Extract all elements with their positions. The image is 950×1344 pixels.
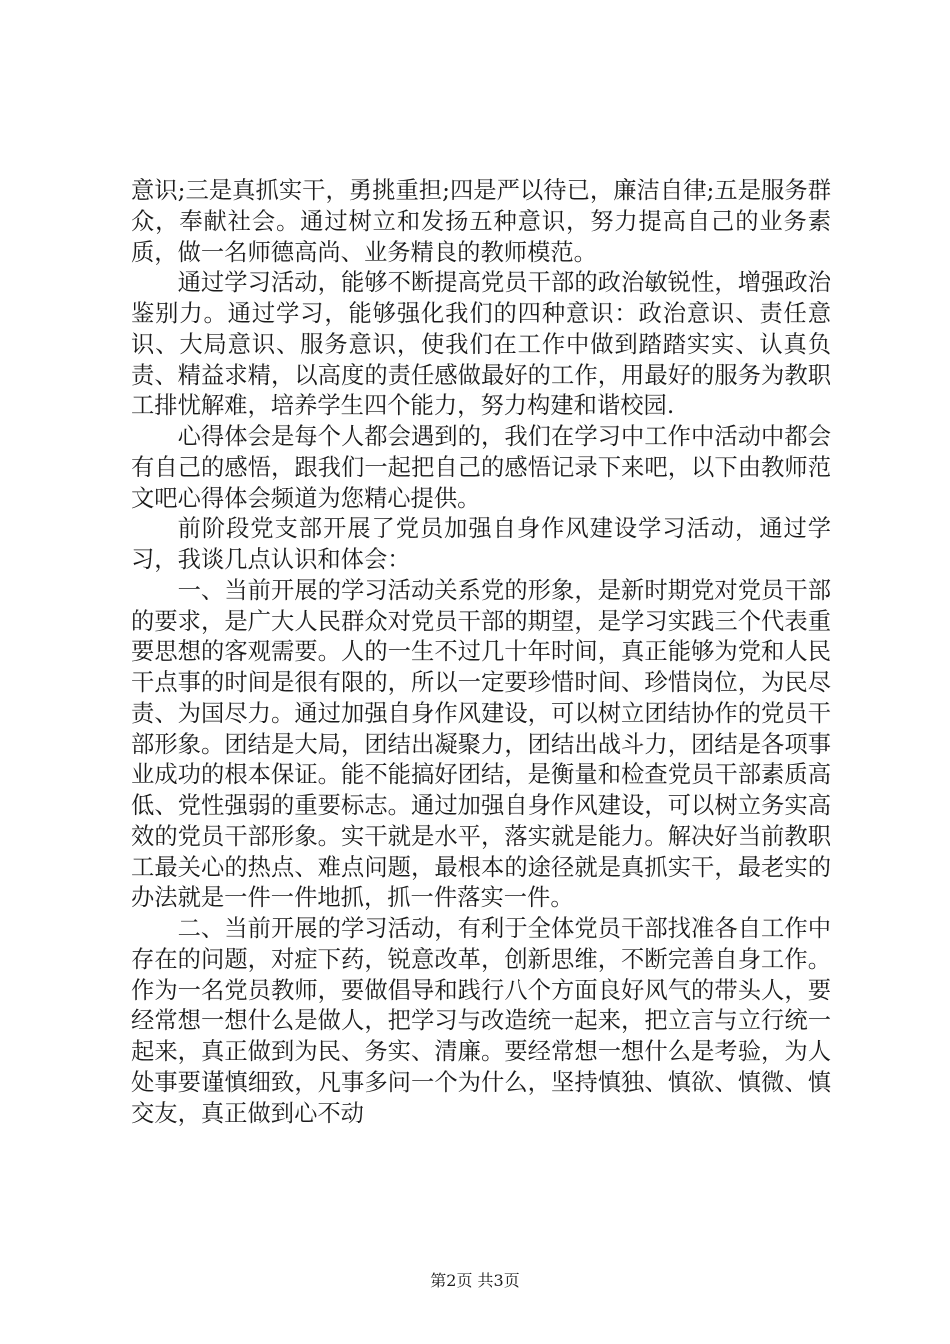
paragraph-5: 一、当前开展的学习活动关系党的形象，是新时期党对党员干部的要求，是广大人民群众对党员干部的期望，是学习实践三个代表重要思想的客观需要。人的一生不过几十年时间，真正能够为党和人民干点事的时间是很有限的，所以一定要珍惜时间、珍惜岗位，为民尽责、为国尽力。通过加强自身作风建设，可以树立团结协作的党员干部形象。团结是大局，团结出凝聚力，团结出战斗力，团结是各项事业成功的根本保证。能不能搞好团结，是衡量和检查党员干部素质高低、党性强弱的重要标志。通过加强自身作风建设，可以树立务实高效的党员干部形象。实干就是水平，落实就是能力。解决好当前教职工最关心的热点、难点问题，最根本的途径就是真抓实干，最老实的办法就是一件一件地抓，抓一件落实一件。: [131, 576, 831, 912]
paragraph-2: 通过学习活动，能够不断提高党员干部的政治敏锐性，增强政治鉴别力。通过学习，能够强化我们的四种意识：政治意识、责任意识、大局意识、服务意识，使我们在工作中做到踏踏实实、认真负责、精益求精，以高度的责任感做最好的工作，用最好的服务为教职工排忧解难，培养学生四个能力，努力构建和谐校园.: [131, 269, 831, 420]
paragraph-4: 前阶段党支部开展了党员加强自身作风建设学习活动，通过学习，我谈几点认识和体会：: [131, 515, 831, 573]
page-number-footer: 第2页 共3页: [430, 1271, 520, 1290]
paragraph-6: 二、当前开展的学习活动，有利于全体党员干部找准各自工作中存在的问题，对症下药，锐意改革，创新思维，不断完善自身工作。作为一名党员教师，要做倡导和践行八个方面良好风气的带头人，要经常想一想什么是做人，把学习与改造统一起来，把立言与立行统一起来，真正做到为民、务实、清廉。要经常想一想什么是考验，为人处事要谨慎细致，凡事多问一个为什么，坚持慎独、慎欲、慎微、慎交友，真正做到心不动: [131, 915, 831, 1127]
paragraph-1: 意识;三是真抓实干，勇挑重担;四是严以待已，廉洁自律;五是服务群众，奉献社会。通过树立和发扬五种意识，努力提高自己的业务素质，做一名师德高尚、业务精良的教师模范。: [131, 177, 831, 266]
paragraph-3: 心得体会是每个人都会遇到的，我们在学习中工作中活动中都会有自己的感悟，跟我们一起把自己的感悟记录下来吧，以下由教师范文吧心得体会频道为您精心提供。: [131, 423, 831, 512]
document-body: [131, 176, 831, 1129]
